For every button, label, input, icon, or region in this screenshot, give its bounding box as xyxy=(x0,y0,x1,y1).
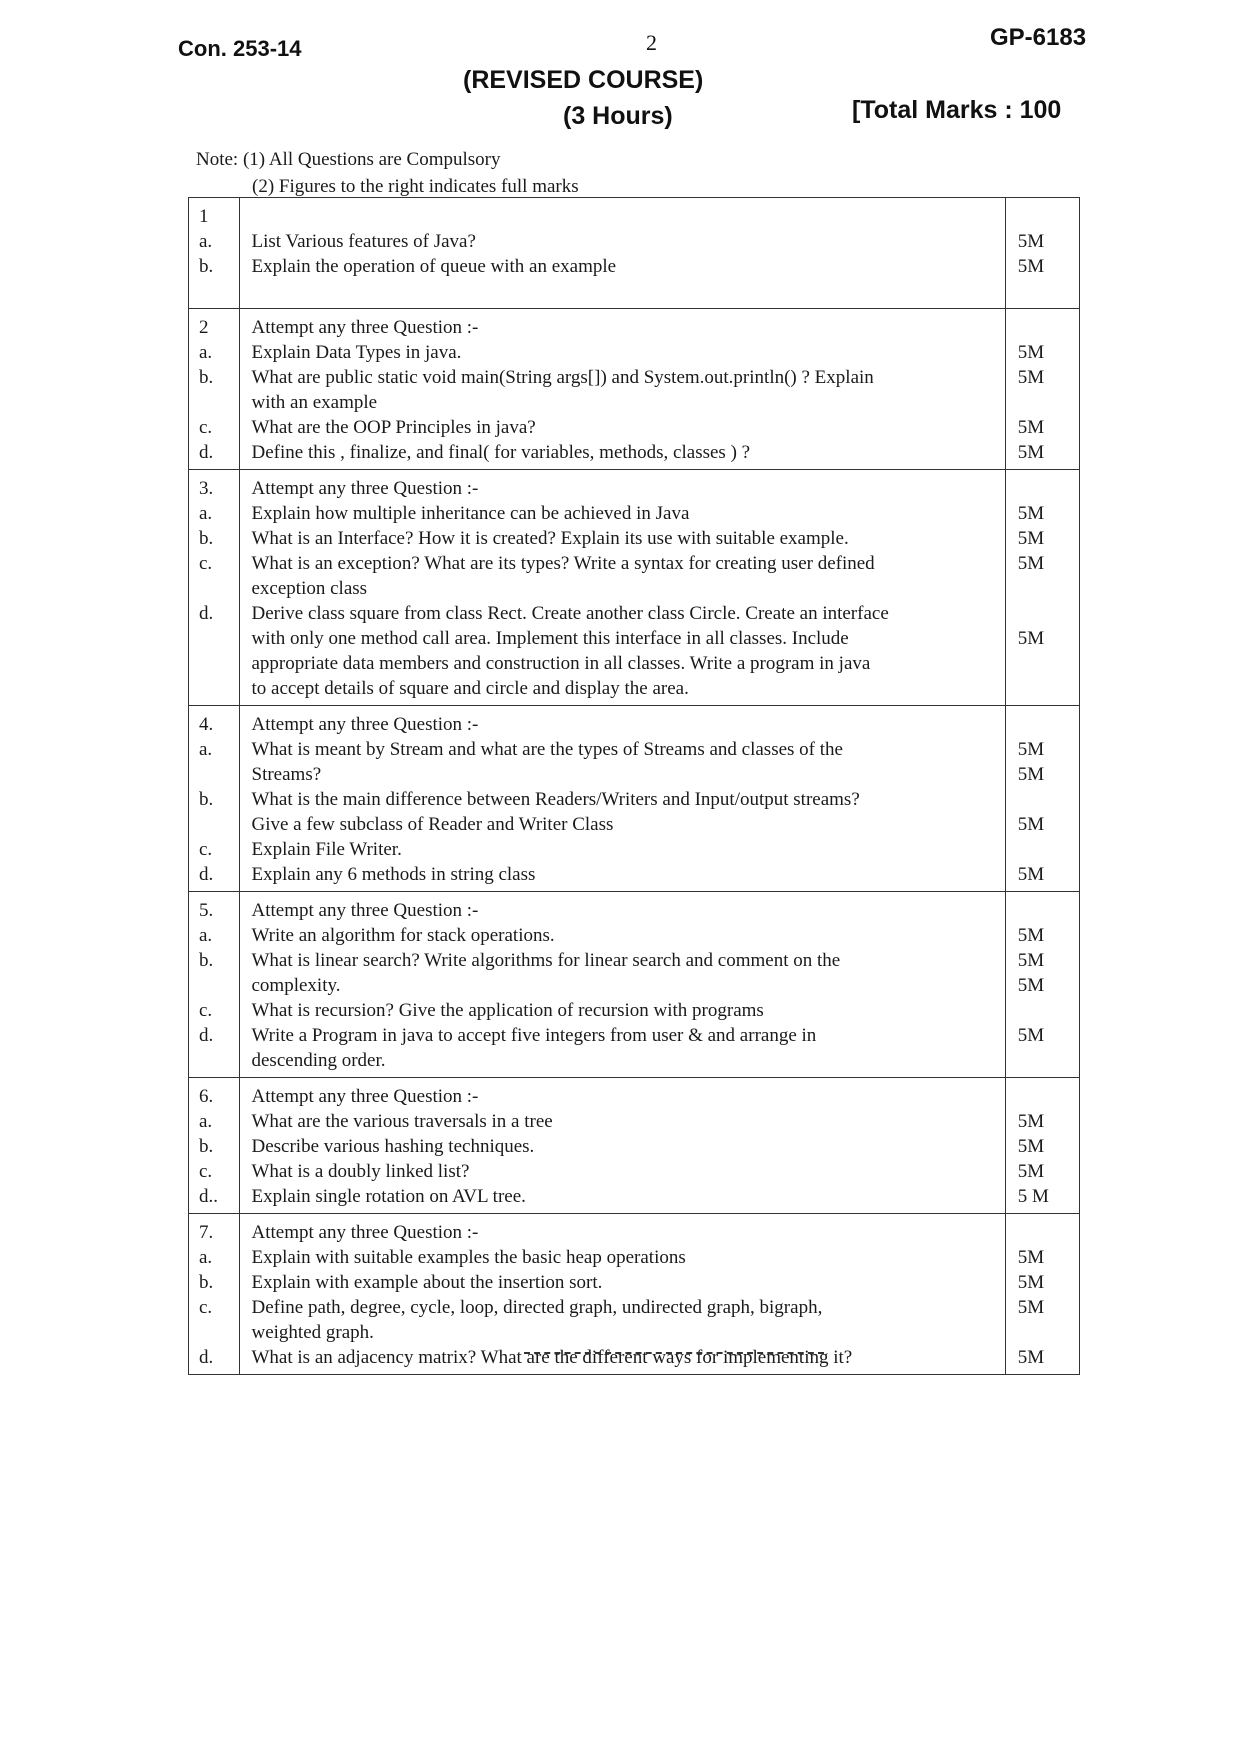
question-marks: 5M xyxy=(1017,975,1045,996)
question-number: 2 xyxy=(199,317,209,338)
question-number: d. xyxy=(199,864,214,885)
question-mk-cell xyxy=(1005,470,1079,706)
question-row xyxy=(189,198,1080,309)
question-text-line: Define path, degree, cycle, loop, directed graph, undirected graph, bigraph, xyxy=(251,1297,823,1318)
question-text-line: Explain File Writer. xyxy=(251,839,402,860)
question-text-line: Attempt any three Question :- xyxy=(251,714,479,735)
questions-table xyxy=(188,197,1080,1375)
question-number: c. xyxy=(199,417,213,438)
question-text-line: Explain with example about the insertion sort. xyxy=(251,1272,603,1293)
question-number: 3. xyxy=(199,478,214,499)
question-txt-cell xyxy=(239,706,1005,892)
question-txt-cell xyxy=(239,198,1005,309)
question-marks: 5M xyxy=(1017,1111,1045,1132)
question-marks xyxy=(1006,1048,1079,1073)
question-number xyxy=(189,1048,239,1073)
question-no-cell xyxy=(189,198,240,309)
question-number: b. xyxy=(199,789,214,810)
question-marks: 5M xyxy=(1017,1136,1045,1157)
question-no-cell xyxy=(189,706,240,892)
question-marks xyxy=(1006,601,1079,626)
question-marks xyxy=(1006,998,1079,1023)
question-marks: 5M xyxy=(1017,367,1045,388)
question-no-cell xyxy=(189,1214,240,1375)
question-text-line: What is the main difference between Readers/Writers and Input/output streams? xyxy=(251,789,860,810)
question-marks: 5 M xyxy=(1017,1186,1049,1207)
question-txt-cell xyxy=(239,470,1005,706)
spacer-line xyxy=(240,279,1005,304)
question-mk-cell xyxy=(1005,198,1079,309)
question-marks: 5M xyxy=(1017,1297,1045,1318)
question-marks: 5M xyxy=(1017,503,1045,524)
question-number: b. xyxy=(199,367,214,388)
question-number: a. xyxy=(199,739,213,760)
question-text-line: Attempt any three Question :- xyxy=(251,317,479,338)
question-txt-cell xyxy=(239,892,1005,1078)
question-text-line: Derive class square from class Rect. Create another class Circle. Create an interface xyxy=(251,603,889,624)
question-number: b. xyxy=(199,1136,214,1157)
question-no-cell xyxy=(189,309,240,470)
question-mk-cell xyxy=(1005,706,1079,892)
question-row xyxy=(189,892,1080,1078)
question-number: 1 xyxy=(199,206,209,227)
question-marks xyxy=(1006,1084,1079,1109)
question-number xyxy=(189,626,239,651)
question-marks: 5M xyxy=(1017,442,1045,463)
question-no-cell xyxy=(189,470,240,706)
question-number xyxy=(189,812,239,837)
question-marks: 5M xyxy=(1017,256,1045,277)
question-number: 4. xyxy=(199,714,214,735)
question-marks xyxy=(1006,898,1079,923)
question-txt-cell xyxy=(239,1078,1005,1214)
question-text-line: Attempt any three Question :- xyxy=(251,900,479,921)
question-marks: 5M xyxy=(1017,1272,1045,1293)
question-text-line: What is an adjacency matrix? What are the different ways for implementing it? xyxy=(251,1347,853,1368)
question-no-cell xyxy=(189,892,240,1078)
question-text-line: What are the OOP Principles in java? xyxy=(251,417,536,438)
question-marks xyxy=(1006,315,1079,340)
question-text-line: Explain single rotation on AVL tree. xyxy=(251,1186,526,1207)
question-marks xyxy=(1006,476,1079,501)
question-text-line: weighted graph. xyxy=(251,1322,374,1343)
question-marks: 5M xyxy=(1017,628,1045,649)
question-text-line: Attempt any three Question :- xyxy=(251,1086,479,1107)
question-marks: 5M xyxy=(1017,739,1045,760)
duration: (3 Hours) xyxy=(563,102,673,130)
question-number: d. xyxy=(199,442,214,463)
question-text-line: What is a doubly linked list? xyxy=(251,1161,470,1182)
question-number xyxy=(189,1320,239,1345)
question-marks: 5M xyxy=(1017,925,1045,946)
question-number: c. xyxy=(199,1297,213,1318)
question-marks xyxy=(1006,837,1079,862)
question-number xyxy=(189,973,239,998)
question-number: b. xyxy=(199,950,214,971)
question-text-line: List Various features of Java? xyxy=(251,231,476,252)
question-marks: 5M xyxy=(1017,231,1045,252)
question-text-line: What is an exception? What are its types? Write a syntax for creating user defined xyxy=(251,553,875,574)
question-number: b. xyxy=(199,1272,214,1293)
question-number: b. xyxy=(199,528,214,549)
question-marks: 5M xyxy=(1017,1025,1045,1046)
question-text-line: Streams? xyxy=(251,764,322,785)
question-number: c. xyxy=(199,553,213,574)
question-marks: 5M xyxy=(1017,417,1045,438)
question-marks xyxy=(1006,1220,1079,1245)
question-text-line: What is an Interface? How it is created? Explain its use with suitable example. xyxy=(251,528,849,549)
question-text-line: Give a few subclass of Reader and Writer Class xyxy=(251,814,614,835)
question-number: d.. xyxy=(199,1186,218,1207)
questions-table-body xyxy=(189,198,1080,1375)
question-marks: 5M xyxy=(1017,528,1045,549)
question-text-line: Explain Data Types in java. xyxy=(251,342,462,363)
question-text-line: complexity. xyxy=(251,975,341,996)
question-text-line: What are the various traversals in a tree xyxy=(251,1111,553,1132)
question-row xyxy=(189,470,1080,706)
question-mk-cell xyxy=(1005,1214,1079,1375)
question-marks xyxy=(1006,676,1079,701)
question-number xyxy=(189,651,239,676)
spacer-line xyxy=(1006,279,1079,304)
question-text-line: exception class xyxy=(251,578,368,599)
question-number: a. xyxy=(199,231,213,252)
question-mk-cell xyxy=(1005,1078,1079,1214)
question-txt-cell xyxy=(239,1214,1005,1375)
question-marks: 5M xyxy=(1017,764,1045,785)
question-marks: 5M xyxy=(1017,950,1045,971)
question-row xyxy=(189,1078,1080,1214)
question-number: a. xyxy=(199,342,213,363)
question-text-line: What are public static void main(String args[]) and System.out.println() ? Explain xyxy=(251,367,874,388)
question-text-line: with an example xyxy=(251,392,378,413)
question-text-line: Describe various hashing techniques. xyxy=(251,1136,535,1157)
note-line-2: (2) Figures to the right indicates full marks xyxy=(252,176,579,197)
note-line-1: Note: (1) All Questions are Compulsory xyxy=(196,149,501,170)
question-mk-cell xyxy=(1005,309,1079,470)
question-row xyxy=(189,1214,1080,1375)
question-txt-cell xyxy=(239,309,1005,470)
end-of-paper-line xyxy=(524,1352,824,1354)
question-no-cell xyxy=(189,1078,240,1214)
question-number: d. xyxy=(199,1347,214,1368)
question-number: a. xyxy=(199,1247,213,1268)
question-row xyxy=(189,309,1080,470)
page-number: 2 xyxy=(646,30,657,55)
question-marks xyxy=(1006,1320,1079,1345)
question-number xyxy=(189,676,239,701)
question-text-line: with only one method call area. Implement this interface in all classes. Include xyxy=(251,628,849,649)
question-number xyxy=(189,576,239,601)
question-text-line: appropriate data members and construction in all classes. Write a program in java xyxy=(251,653,871,674)
question-text-line: What is meant by Stream and what are the types of Streams and classes of the xyxy=(251,739,843,760)
question-text-line: Write a Program in java to accept five integers from user & and arrange in xyxy=(251,1025,817,1046)
total-marks: [Total Marks : 100 xyxy=(852,96,1062,124)
question-marks: 5M xyxy=(1017,814,1045,835)
question-number: c. xyxy=(199,839,213,860)
question-marks: 5M xyxy=(1017,1347,1045,1368)
question-number xyxy=(189,390,239,415)
question-number: a. xyxy=(199,503,213,524)
question-marks: 5M xyxy=(1017,1161,1045,1182)
question-text-line: descending order. xyxy=(251,1050,386,1071)
question-text-line: Explain with suitable examples the basic heap operations xyxy=(251,1247,686,1268)
question-text-line: Write an algorithm for stack operations. xyxy=(251,925,555,946)
spacer-line xyxy=(189,279,239,304)
question-number xyxy=(189,762,239,787)
question-text-line: to accept details of square and circle and display the area. xyxy=(251,678,689,699)
question-number: 7. xyxy=(199,1222,214,1243)
question-text-line xyxy=(240,204,1005,229)
question-marks: 5M xyxy=(1017,1247,1045,1268)
question-number: d. xyxy=(199,603,214,624)
question-text-line: Define this , finalize, and final( for variables, methods, classes ) ? xyxy=(251,442,751,463)
question-number: 5. xyxy=(199,900,214,921)
question-mk-cell xyxy=(1005,892,1079,1078)
question-marks xyxy=(1006,204,1079,229)
question-text-line: Attempt any three Question :- xyxy=(251,1222,479,1243)
question-marks xyxy=(1006,651,1079,676)
question-row xyxy=(189,706,1080,892)
question-marks: 5M xyxy=(1017,342,1045,363)
question-marks xyxy=(1006,712,1079,737)
paper-code: GP-6183 xyxy=(990,24,1087,51)
question-number: 6. xyxy=(199,1086,214,1107)
question-number: c. xyxy=(199,1000,213,1021)
question-marks: 5M xyxy=(1017,553,1045,574)
question-text-line: Attempt any three Question :- xyxy=(251,478,479,499)
question-number: a. xyxy=(199,1111,213,1132)
question-number: b. xyxy=(199,256,214,277)
question-number: d. xyxy=(199,1025,214,1046)
question-text-line: What is linear search? Write algorithms for linear search and comment on the xyxy=(251,950,841,971)
question-marks: 5M xyxy=(1017,864,1045,885)
question-number: c. xyxy=(199,1161,213,1182)
question-text-line: Explain any 6 methods in string class xyxy=(251,864,536,885)
question-text-line: Explain how multiple inheritance can be achieved in Java xyxy=(251,503,690,524)
con-code: Con. 253-14 xyxy=(178,36,302,61)
question-number: a. xyxy=(199,925,213,946)
course-title: (REVISED COURSE) xyxy=(463,66,704,94)
question-marks xyxy=(1006,787,1079,812)
question-marks xyxy=(1006,390,1079,415)
question-text-line: Explain the operation of queue with an example xyxy=(251,256,617,277)
question-text-line: What is recursion? Give the application of recursion with programs xyxy=(251,1000,764,1021)
question-marks xyxy=(1006,576,1079,601)
